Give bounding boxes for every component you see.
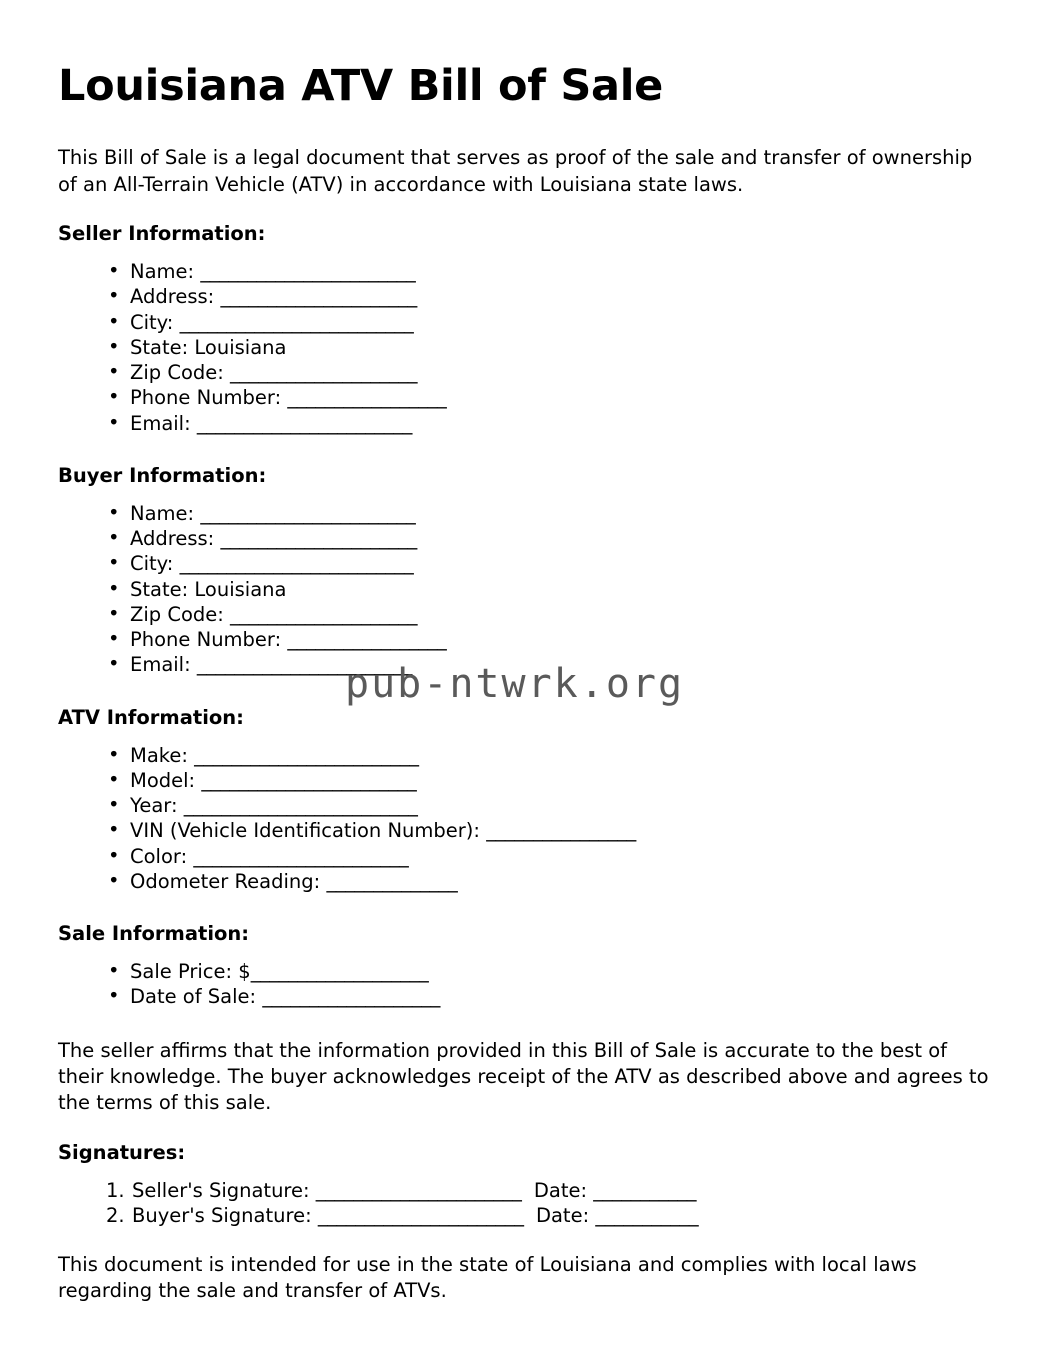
date-blank[interactable]: ___________: [595, 1203, 699, 1227]
seller-information-heading: Seller Information:: [58, 222, 266, 246]
field-label: Model:: [130, 768, 202, 792]
field-label: Year:: [130, 794, 184, 818]
field-label: Name:: [130, 501, 201, 525]
watermark: pub-ntwrk.org: [345, 661, 685, 707]
buyer-information-heading: Buyer Information:: [58, 463, 267, 487]
list-item: [108, 602, 997, 627]
list-item: [108, 501, 997, 526]
field-blank[interactable]: _______________________: [201, 768, 417, 792]
list-item: [108, 793, 997, 818]
list-item: [108, 335, 997, 360]
field-label: State: Louisiana: [130, 335, 287, 359]
atv-field-list: [58, 743, 997, 895]
list-item: [108, 984, 997, 1009]
sale-field-list: [58, 959, 997, 1010]
field-label: Phone Number:: [130, 628, 288, 652]
list-item: [108, 526, 997, 551]
field-blank[interactable]: ______________: [326, 869, 458, 893]
field-label: Address:: [130, 527, 221, 551]
field-label: City:: [130, 552, 180, 576]
field-blank[interactable]: _________________: [287, 628, 447, 652]
field-blank[interactable]: _______________________: [196, 411, 412, 435]
field-blank[interactable]: _______________________: [196, 653, 412, 677]
field-blank[interactable]: _______________________: [200, 260, 416, 284]
field-blank[interactable]: ________________________: [194, 743, 419, 767]
field-blank[interactable]: _________________________: [179, 310, 414, 334]
field-label: Email:: [130, 653, 197, 677]
list-item: [106, 1203, 997, 1228]
buyer-field-list: [58, 501, 997, 678]
seller-field-list: [58, 259, 997, 436]
field-label: VIN (Vehicle Identification Number):: [130, 819, 487, 843]
field-label: Zip Code:: [130, 602, 231, 626]
field-label: Date of Sale:: [130, 985, 263, 1009]
signature-label: Buyer's Signature:: [132, 1203, 318, 1227]
intro-paragraph: This Bill of Sale is a legal document that serves as proof of the sale and transfer of ownership of an All-Terrain Vehicle (ATV) in accordance with Louisiana state laws.: [58, 146, 973, 196]
signature-label: Seller's Signature:: [132, 1178, 316, 1202]
affirmation-paragraph: The seller affirms that the information provided in this Bill of Sale is accurate to the best of their knowledge. The buyer acknowledges receipt of the ATV as described above and agrees to the terms of this sale.: [58, 1038, 989, 1115]
list-item: [108, 743, 997, 768]
field-blank[interactable]: ____________________: [230, 602, 418, 626]
field-label: City:: [130, 310, 180, 334]
field-blank[interactable]: _____________________: [220, 527, 417, 551]
list-item: [108, 360, 997, 385]
field-blank[interactable]: _________________________: [183, 794, 418, 818]
field-blank[interactable]: ____________________: [230, 361, 418, 385]
signature-list: [58, 1178, 997, 1229]
sale-information-heading: Sale Information:: [58, 922, 250, 946]
list-item: [108, 818, 997, 843]
list-item: [108, 768, 997, 793]
closing-paragraph: This document is intended for use in the state of Louisiana and complies with local laws regarding the sale and transfer of ATVs.: [58, 1253, 917, 1303]
field-label: Odometer Reading:: [130, 869, 327, 893]
field-blank[interactable]: _____________________: [220, 285, 417, 309]
signature-blank[interactable]: ______________________: [317, 1203, 524, 1227]
field-label: Color:: [130, 844, 194, 868]
list-item: [108, 652, 997, 677]
list-item: [108, 869, 997, 894]
field-label: Email:: [130, 411, 197, 435]
list-item: [108, 577, 997, 602]
date-label: Date:: [523, 1203, 596, 1227]
signature-blank[interactable]: ______________________: [315, 1178, 522, 1202]
list-item: [108, 259, 997, 284]
field-label: Phone Number:: [130, 386, 288, 410]
field-blank[interactable]: _________________: [287, 386, 447, 410]
field-blank[interactable]: _________________________: [179, 552, 414, 576]
list-item: [108, 385, 997, 410]
atv-information-heading: ATV Information:: [58, 705, 244, 729]
list-item: [108, 310, 997, 335]
field-label: Address:: [130, 285, 221, 309]
list-item: [108, 284, 997, 309]
list-item: [106, 1178, 997, 1203]
field-blank[interactable]: ___________________: [262, 985, 440, 1009]
date-label: Date:: [521, 1178, 594, 1202]
field-label: State: Louisiana: [130, 577, 287, 601]
list-item: [108, 959, 997, 984]
field-label: Sale Price: $: [130, 960, 251, 984]
field-label: Zip Code:: [130, 361, 231, 385]
list-item: [108, 627, 997, 652]
field-label: Name:: [130, 260, 201, 284]
page-title: Louisiana ATV Bill of Sale: [58, 61, 664, 111]
signatures-heading: Signatures:: [58, 1140, 186, 1164]
date-blank[interactable]: ___________: [593, 1178, 697, 1202]
list-item: [108, 411, 997, 436]
field-blank[interactable]: _______________________: [200, 501, 416, 525]
list-item: [108, 551, 997, 576]
field-label: Make:: [130, 743, 195, 767]
field-blank[interactable]: _______________________: [193, 844, 409, 868]
field-blank[interactable]: ___________________: [250, 960, 429, 984]
list-item: [108, 844, 997, 869]
field-blank[interactable]: ________________: [486, 819, 636, 843]
